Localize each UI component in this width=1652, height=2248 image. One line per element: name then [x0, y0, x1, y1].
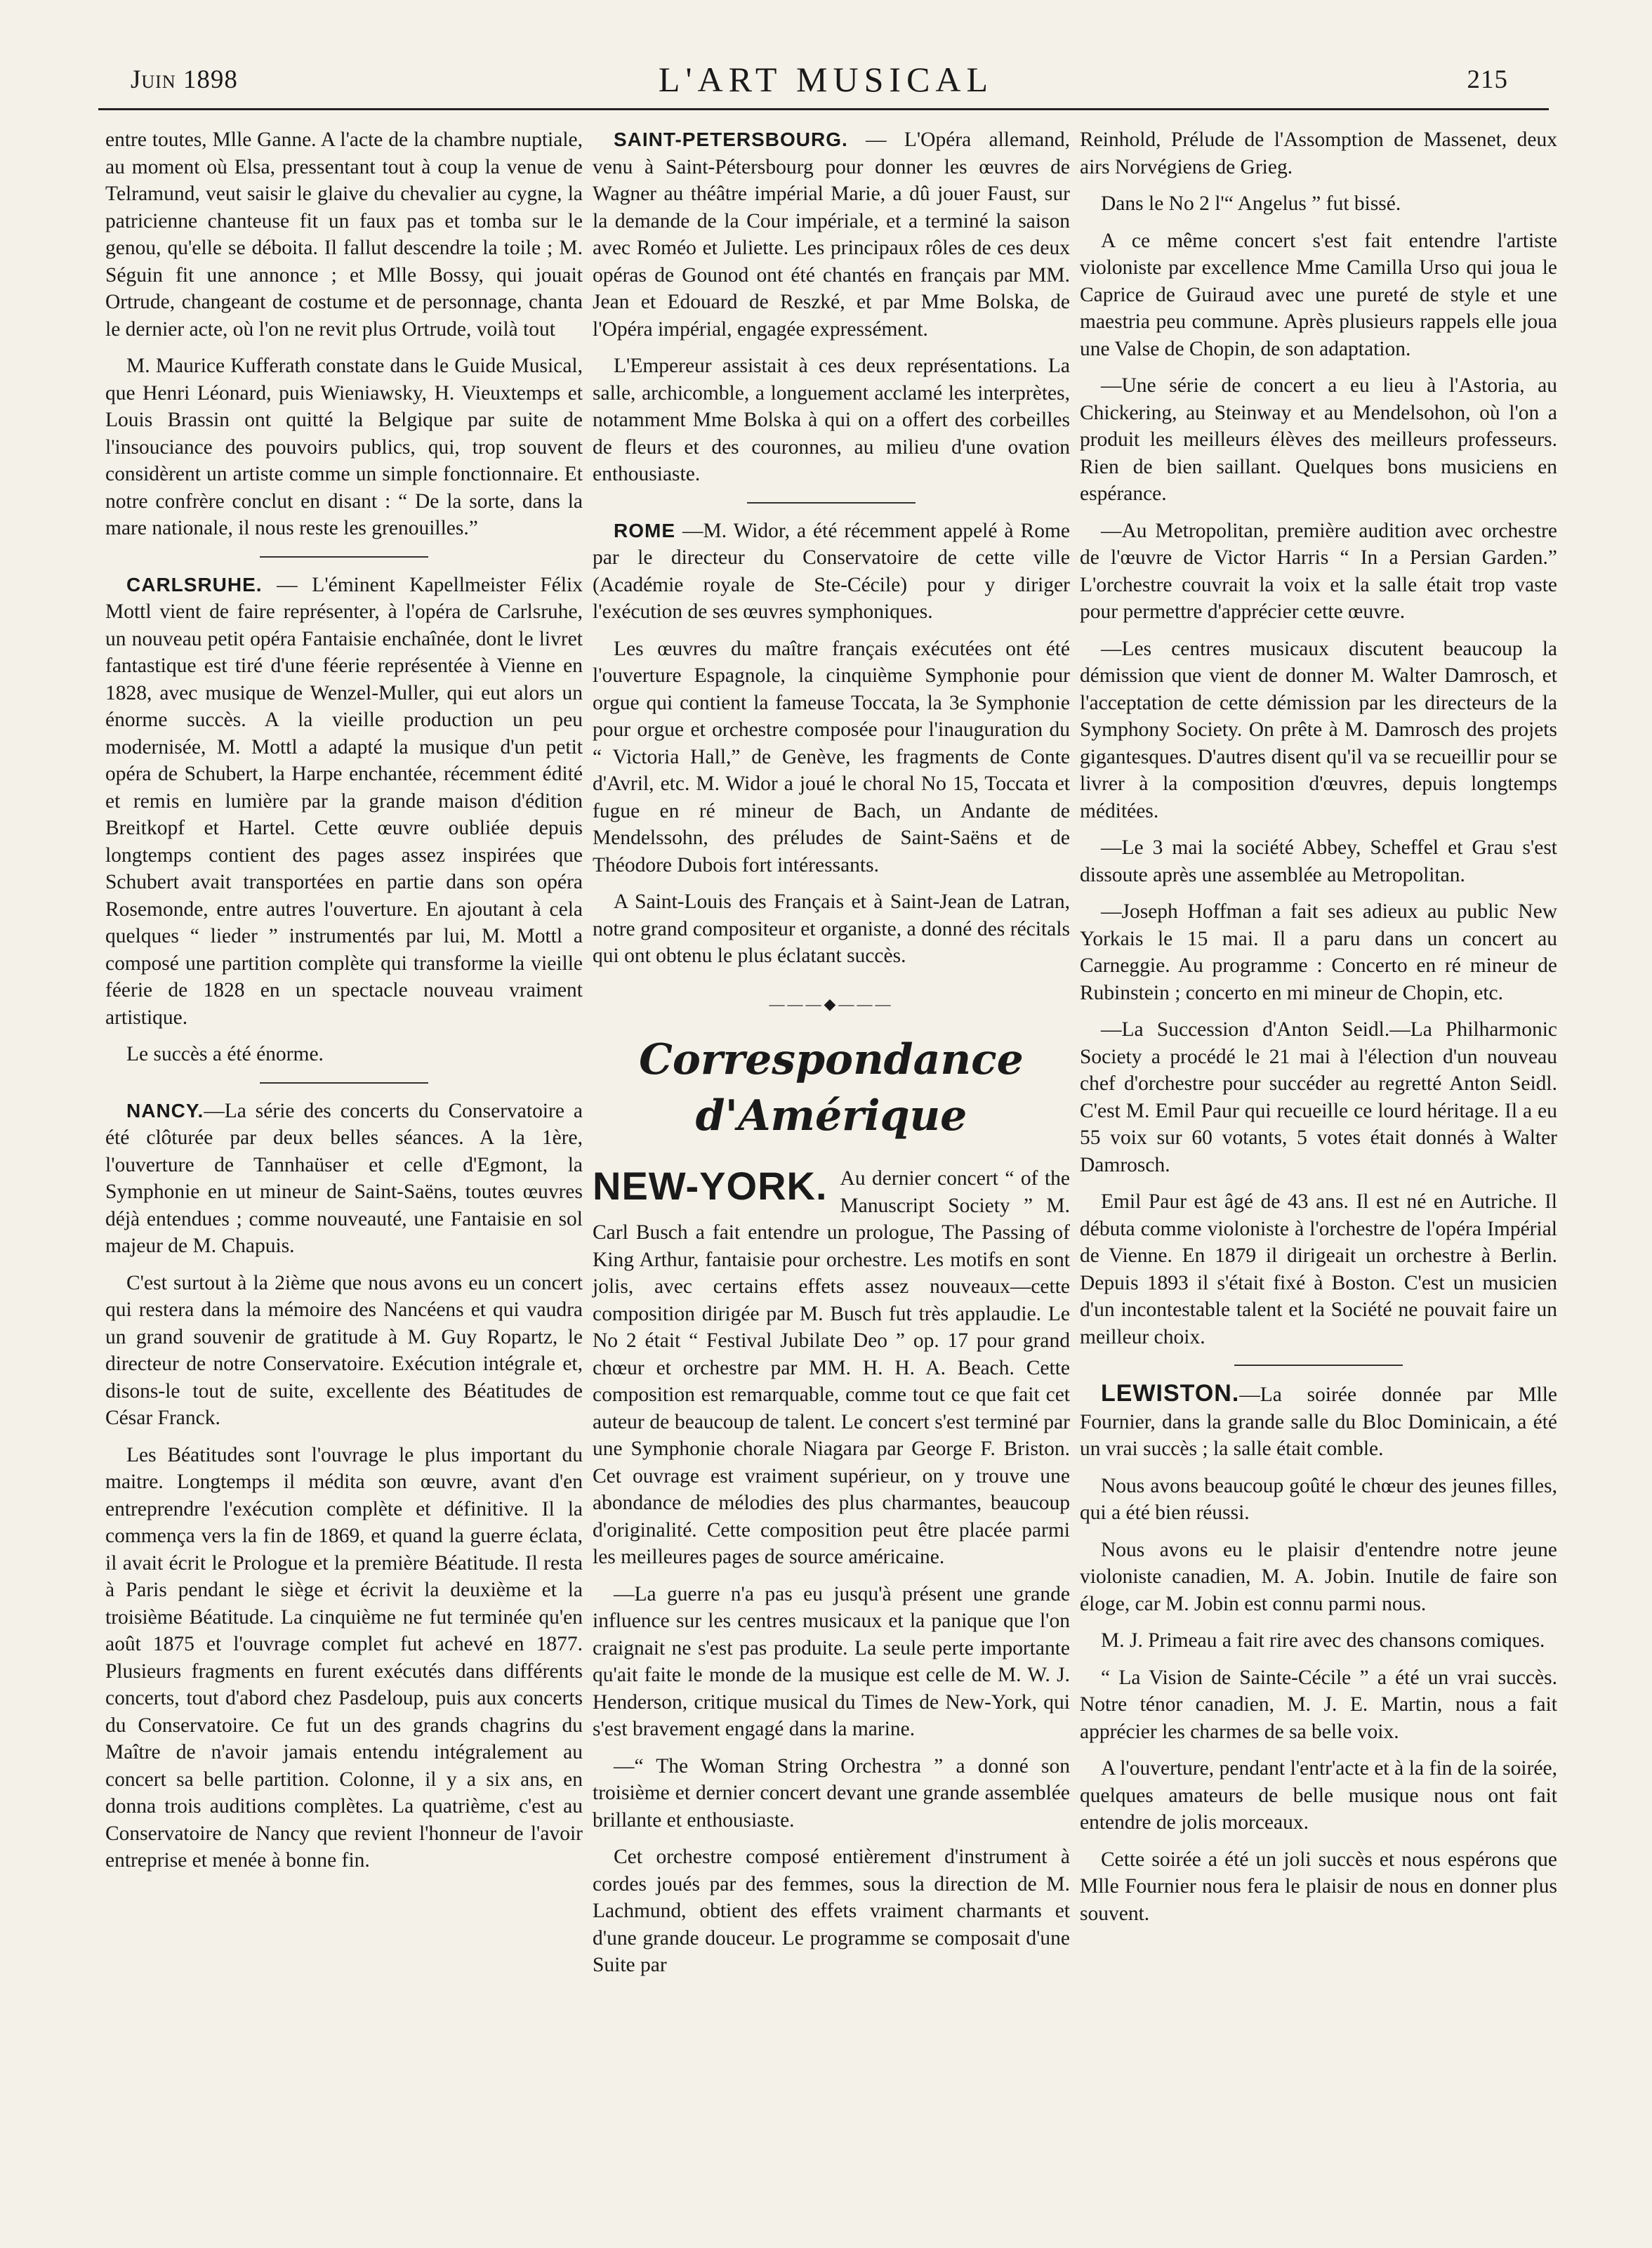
- article-paragraph: Nous avons eu le plaisir d'entendre notre jeune violoniste canadien, M. A. Jobin. Inutile de faire son éloge, car M. Jobin est connu parmi nous.: [1080, 1538, 1557, 1615]
- carlsruhe-heading: CARLSRUHE.: [126, 573, 263, 596]
- new-york-text: Au dernier concert “ of the Manuscript Society ” M. Carl Busch a fait entendre un prologue, The Passing of King Arthur, fantaisie pour orchestre. Les motifs en sont jolis, avec certains effets assez nouveaux—cette composition dirigée par M. Busch fut très applaudie. Le No 2 était “ Festival Jubilate Deo ” op. 17 pour grand chœur et orchestre par MM. H. H. A. Beach. Cette composition est remarquable, comme tout ce que fait cet auteur de beaucoup de talent. Le concert s'est terminé par une Symphonie chorale Niagara par George F. Briston. Cet ouvrage est vraiment supérieur, on y trouve une abondance de mélodies des plus charmantes, beaucoup d'originalité. Cette composition peut être placée parmi les meilleures pages de source américaine.: [593, 1167, 1070, 1568]
- rome-article: [593, 518, 1070, 626]
- article-paragraph: —La Succession d'Anton Seidl.—La Philharmonic Society a procédé le 21 mai à l'élection d'un nouveau chef d'orchestre pour succéder au regretté Anton Seidl. C'est M. Emil Paur qui recueille ce lourd héritage. Il a eu 55 voix sur 60 votants, 5 votes était donnés à Walter Damrosch.: [1080, 1018, 1557, 1176]
- lewiston-heading: LEWISTON.: [1101, 1380, 1240, 1407]
- column-1: [105, 126, 583, 1884]
- saint-petersbourg-heading: SAINT-PETERSBOURG.: [614, 129, 848, 150]
- new-york-article: [593, 1165, 1070, 1571]
- article-paragraph: —Joseph Hoffman a fait ses adieux au public New Yorkais le 15 mai. Il a paru dans un concert au Carneggie. Au programme : Concerto en ré mineur de Rubinstein ; concerto en mi mineur de Chopin, etc.: [1080, 900, 1557, 1004]
- article-paragraph: Reinhold, Prélude de l'Assomption de Massenet, deux airs Norvégiens de Grieg.: [1080, 129, 1557, 178]
- separator-rule: [747, 502, 916, 504]
- article-paragraph: Cet orchestre composé entièrement d'instrument à cordes joués par des femmes, sous la direction de M. Lachmund, obtient des effets vraiment charmants et d'une grande douceur. Le programme se composait d'une Suite par: [593, 1846, 1070, 1976]
- article-paragraph: M. J. Primeau a fait rire avec des chansons comiques.: [1101, 1629, 1545, 1652]
- header-rule: [98, 108, 1549, 110]
- separator-rule: [260, 1082, 428, 1084]
- article-paragraph: entre toutes, Mlle Ganne. A l'acte de la chambre nuptiale, au moment où Elsa, pressentant tout à coup la venue de Telramund, veut saisir le glaive du chevalier au cygne, la patricienne chanteuse fit un faux pas et tomba sur le genou, qu'elle se déboita. Il fallut descendre la toile ; M. Séguin fit une annonce ; et Mlle Bossy, qui jouait Ortrude, changeant de costume et de personnage, chanta le dernier acte, où l'on ne revit plus Ortrude, voilà tout: [105, 129, 583, 341]
- column-3: [1080, 126, 1557, 1937]
- rome-text: —M. Widor, a été récemment appelé à Rome par le directeur du Conservatoire de cette ville (Académie royale de Ste-Cécile) pour y diriger l'exécution de ses œuvres symphoniques.: [593, 519, 1070, 623]
- journal-title: L'ART MUSICAL: [658, 60, 994, 99]
- nancy-heading: NANCY.: [126, 1099, 204, 1122]
- article-paragraph: —Les centres musicaux discutent beaucoup la démission que vient de donner M. Walter Damrosch, et l'acceptation de cette démission par les directeurs de la Symphony Society. On prête à M. Damrosch des projets gigantesques. D'autres disent qu'il va se recueillir pour se livrer à la composition d'œuvres, depuis longtemps méditées.: [1080, 637, 1557, 822]
- column-2: [593, 126, 1070, 1989]
- article-paragraph: Emil Paur est âgé de 43 ans. Il est né en Autriche. Il débuta comme violoniste à l'orchestre de l'opéra Impérial de Vienne. En 1879 il dirigeait un orchestre à Berlin. Depuis 1893 il s'était fixé à Boston. C'est un musicien d'un incontestable talent et la Société ne pouvait faire un meilleur choix.: [1080, 1190, 1557, 1348]
- section-title: Correspondance d'Amérique: [639, 1035, 1024, 1141]
- page-number: 215: [1467, 65, 1508, 94]
- article-paragraph: Les Béatitudes sont l'ouvrage le plus important du maitre. Longtemps il médita son œuvre, avant d'en entreprendre l'exécution complète et définitive. Il la commença vers la fin de 1869, et quand la guerre éclata, il avait écrit le Prologue et la première Béatitude. Il resta à Paris pendant le siège et écrivit la deuxième et la troisième Béatitude. La cinquième ne fut terminée qu'en août 1875 et l'ouvrage complet fut achevé en 1877. Plusieurs fragments en furent exécutés dans différents concerts, tout d'abord chez Pasdeloup, puis aux concerts du Conservatoire. Ce fut un des grands chagrins du Maître de n'avoir jamais entendu intégralement au concert sa belle partition. Colonne, il y a six ans, en donna trois auditions complètes. La quatrième, c'est au Conservatoire de Nancy que revient l'honneur de l'avoir entreprise et menée à bonne fin.: [105, 1443, 583, 1872]
- nancy-article: [105, 1098, 583, 1260]
- article-paragraph: —Une série de concert a eu lieu à l'Astoria, au Chickering, au Steinway et au Mendelsohon, où l'on a produit les meilleurs élèves des meilleurs professeurs. Rien de bien saillant. Quelques bons musiciens en espérance.: [1080, 374, 1557, 505]
- ornament-separator: ———◆———: [769, 994, 894, 1013]
- new-york-heading: NEW-YORK.: [593, 1164, 828, 1208]
- article-paragraph: A ce même concert s'est fait entendre l'artiste violoniste par excellence Mme Camilla Urso qui joua le Caprice de Guiraud avec une pureté de style et une maestria peu commune. Après plusieurs rappels elle joua une Valse de Chopin, de son adaptation.: [1080, 229, 1557, 360]
- article-paragraph: A l'ouverture, pendant l'entr'acte et à la fin de la soirée, quelques amateurs de belle musique nous ont fait entendre de jolis morceaux.: [1080, 1757, 1557, 1834]
- lewiston-article: [1080, 1380, 1557, 1463]
- article-paragraph: —Le 3 mai la société Abbey, Scheffel et Grau s'est dissoute après une assemblée au Metropolitan.: [1080, 836, 1557, 886]
- rome-heading: ROME: [614, 519, 675, 541]
- article-paragraph: Cette soirée a été un joli succès et nous espérons que Mlle Fournier nous fera le plaisir de nous en donner plus souvent.: [1080, 1848, 1557, 1925]
- article-paragraph: C'est surtout à la 2ième que nous avons eu un concert qui restera dans la mémoire des Nancéens et qui vaudra un grand souvenir de gratitude à M. Guy Ropartz, le directeur de notre Conservatoire. Exécution intégrale et, disons-le tout de suite, excellente des Béatitudes de César Franck.: [105, 1271, 583, 1429]
- nancy-text: —La série des concerts du Conservatoire a été clôturée par deux belles séances. A la 1ère, l'ouverture de Tannhaüser et celle d'Egmont, la Symphonie en ut mineur de Saint-Saëns, toutes œuvres déjà entendues ; comme nouveauté, une Fantaisie en sol majeur de M. Chapuis.: [105, 1099, 583, 1257]
- lewiston-text: —La soirée donnée par Mlle Fournier, dans la grande salle du Bloc Dominicain, a été un vrai succès ; la salle était comble.: [1080, 1383, 1557, 1460]
- separator-rule: [1234, 1365, 1403, 1366]
- saint-petersbourg-article: [593, 126, 1070, 343]
- article-paragraph: Nous avons beaucoup goûté le chœur des jeunes filles, qui a été bien réussi.: [1080, 1474, 1557, 1524]
- article-paragraph: Le succès a été énorme.: [126, 1043, 324, 1065]
- article-paragraph: Dans le No 2 l'“ Angelus ” fut bissé.: [1101, 192, 1401, 215]
- article-paragraph: L'Empereur assistait à ces deux représentations. La salle, archicomble, a longuement acclamé les interprètes, notamment Mme Bolska à qui on a offert des corbeilles de fleurs et des couronnes, au milieu d'une ovation enthousiaste.: [593, 355, 1070, 485]
- article-paragraph: Les œuvres du maître français exécutées ont été l'ouverture Espagnole, la cinquième Symphonie pour orgue qui contient la fameuse Toccata, la 3e Symphonie pour orgue et orchestre composée pour l'inauguration du “ Victoria Hall,” de Genève, les fragments de Conte d'Avril, etc. M. Widor a joué le choral No 15, Toccata et fugue en ré mineur de Bach, un Andante de Mendelssohn, des préludes de Saint-Saëns et de Théodore Dubois fort intéressants.: [593, 637, 1070, 876]
- article-paragraph: —Au Metropolitan, première audition avec orchestre de l'œuvre de Victor Harris “ In a Persian Garden.” L'orchestre couvrait la voix et la salle était trop vaste pour permettre d'apprécier cette œuvre.: [1080, 519, 1557, 623]
- carlsruhe-article: [105, 572, 583, 1032]
- article-paragraph: “ La Vision de Sainte-Cécile ” a été un vrai succès. Notre ténor canadien, M. J. E. Martin, nous a fait apprécier les charmes de sa belle voix.: [1080, 1666, 1557, 1743]
- page-date: Juin 1898: [131, 65, 238, 94]
- carlsruhe-text: — L'éminent Kapellmeister Félix Mottl vient de faire représenter, à l'opéra de Carlsruhe, un nouveau petit opéra Fantaisie enchaînée, dont le livret fantastique est tiré d'une féerie représentée à Vienne en 1828, avec musique de Wenzel-Muller, qui eut alors un énorme succès. A la vieille production un peu modernisée, M. Mottl a adapté la musique d'un petit opéra de Schubert, la Harpe enchantée, récemment édité et remis en lumière par la grande maison d'édition Breitkopf et Hartel. Cette œuvre oubliée depuis longtemps contient des pages assez inspirées que Schubert avait transportées en partie dans son opéra Rosemonde, entre autres l'ouverture. En ajoutant à cela quelques “ lieder ” instrumentés par lui, M. Mottl a composé une partition complète qui transforme la vieille féerie de 1828 en un spectacle nouveau vraiment artistique.: [105, 573, 583, 1029]
- article-paragraph: M. Maurice Kufferath constate dans le Guide Musical, que Henri Léonard, puis Wieniawsky, H. Vieuxtemps et Louis Brassin ont quitté la Belgique par suite de l'insouciance des pouvoirs publics, qui, trop souvent considèrent un artiste comme un simple fonctionnaire. Et notre confrère conclut en disant : “ De la sorte, dans la mare nationale, il nous reste les grenouilles.”: [105, 355, 583, 539]
- article-paragraph: —“ The Woman String Orchestra ” a donné son troisième et dernier concert devant une grande assemblée brillante et enthousiaste.: [593, 1754, 1070, 1832]
- article-paragraph: A Saint-Louis des Français et à Saint-Jean de Latran, notre grand compositeur et organiste, a donné des récitals qui ont obtenu le plus éclatant succès.: [593, 890, 1070, 967]
- article-paragraph: —La guerre n'a pas eu jusqu'à présent une grande influence sur les centres musicaux et la panique que l'on craignait ne s'est pas produite. La seule perte importante qu'ait faite le monde de la musique est celle de M. W. J. Henderson, critique musical du Times de New-York, qui s'est bravement engagé dans la marine.: [593, 1582, 1070, 1740]
- separator-rule: [260, 556, 428, 558]
- saint-petersbourg-text: — L'Opéra allemand, venu à Saint-Pétersbourg pour donner les œuvres de Wagner au théâtre impérial Marie, a dû jouer Faust, sur la demande de la Cour impériale, et a terminé la saison avec Roméo et Juliette. Les principaux rôles de ces deux opéras de Gounod ont été chantés en français par MM. Jean et Edouard de Reszké, et par Mme Bolska, de l'Opéra impérial, engagée expressément.: [593, 129, 1070, 341]
